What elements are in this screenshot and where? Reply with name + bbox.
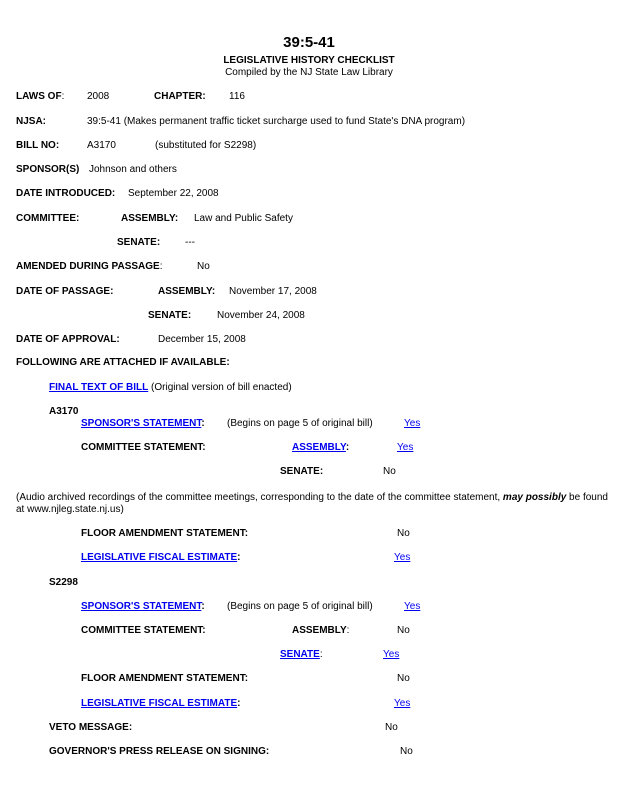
passage-assembly-value: November 17, 2008 <box>229 286 317 297</box>
bill-no-note: (substituted for S2298) <box>155 140 257 151</box>
a3170-heading: A3170 <box>49 406 79 417</box>
a3170-committee-statement-label: COMMITTEE STATEMENT: <box>81 442 206 453</box>
bill-no-label: BILL NO: <box>16 140 60 151</box>
njsa-label: NJSA: <box>16 116 47 127</box>
s2298-committee-senate-link[interactable]: SENATE <box>280 649 320 660</box>
committee-senate-value: --- <box>185 237 195 248</box>
final-text-note: (Original version of bill enacted) <box>151 382 292 393</box>
s2298-floor-amendment-value: No <box>397 673 410 684</box>
bill-no-value: A3170 <box>87 140 116 151</box>
a3170-fiscal-estimate-yes-link[interactable]: Yes <box>394 552 411 563</box>
s2298-fiscal-estimate-row: LEGISLATIVE FISCAL ESTIMATE: <box>81 698 241 709</box>
s2298-sponsor-statement-link[interactable]: SPONSOR'S STATEMENT <box>81 601 202 612</box>
a3170-committee-senate-value: No <box>383 466 396 477</box>
chapter-label: CHAPTER: <box>154 91 206 102</box>
a3170-sponsor-statement-note: (Begins on page 5 of original bill) <box>227 418 373 429</box>
date-of-approval-label: DATE OF APPROVAL: <box>16 334 120 345</box>
passage-assembly-label: ASSEMBLY: <box>158 286 216 297</box>
laws-of-label: LAWS OF: <box>16 91 65 102</box>
passage-senate-value: November 24, 2008 <box>217 310 305 321</box>
s2298-committee-assembly: ASSEMBLY: <box>292 625 350 636</box>
attached-heading: FOLLOWING ARE ATTACHED IF AVAILABLE: <box>16 357 230 368</box>
final-text-link[interactable]: FINAL TEXT OF BILL <box>49 382 149 393</box>
s2298-committee-statement-label: COMMITTEE STATEMENT: <box>81 625 206 636</box>
page-title: 39:5-41 <box>283 34 335 51</box>
page-subtitle: LEGISLATIVE HISTORY CHECKLIST <box>223 55 395 66</box>
a3170-sponsor-statement-row: SPONSOR'S STATEMENT: <box>81 418 205 429</box>
veto-message-value: No <box>385 722 398 733</box>
njsa-value: 39:5-41 (Makes permanent traffic ticket surcharge used to fund State's DNA program) <box>87 116 466 127</box>
committee-senate-label: SENATE: <box>117 237 161 248</box>
a3170-floor-amendment-value: No <box>397 528 410 539</box>
s2298-committee-senate: SENATE: <box>280 649 323 660</box>
sponsors-label: SPONSOR(S) <box>16 164 80 175</box>
s2298-heading: S2298 <box>49 577 78 588</box>
a3170-fiscal-estimate-row: LEGISLATIVE FISCAL ESTIMATE: <box>81 552 241 563</box>
audio-note-line2: at www.njleg.state.nj.us) <box>16 504 124 515</box>
date-introduced-value: September 22, 2008 <box>128 188 219 199</box>
a3170-sponsor-statement-yes-link[interactable]: Yes <box>404 418 421 429</box>
committee-assembly-value: Law and Public Safety <box>194 213 293 224</box>
s2298-sponsor-statement-yes-link[interactable]: Yes <box>404 601 421 612</box>
a3170-committee-assembly: ASSEMBLY: <box>292 442 350 453</box>
committee-label: COMMITTEE: <box>16 213 80 224</box>
laws-of-value: 2008 <box>87 91 110 102</box>
s2298-committee-senate-yes-link[interactable]: Yes <box>383 649 400 660</box>
a3170-committee-assembly-link[interactable]: ASSEMBLY <box>292 442 346 453</box>
s2298-sponsor-statement-note: (Begins on page 5 of original bill) <box>227 601 373 612</box>
committee-assembly-label: ASSEMBLY: <box>121 213 179 224</box>
amended-value: No <box>197 261 210 272</box>
s2298-floor-amendment-label: FLOOR AMENDMENT STATEMENT: <box>81 673 249 684</box>
s2298-fiscal-estimate-yes-link[interactable]: Yes <box>394 698 411 709</box>
s2298-committee-assembly-value: No <box>397 625 410 636</box>
sponsors-value: Johnson and others <box>89 164 177 175</box>
amended-label: AMENDED DURING PASSAGE: <box>16 261 163 272</box>
a3170-fiscal-estimate-link[interactable]: LEGISLATIVE FISCAL ESTIMATE <box>81 552 238 563</box>
a3170-floor-amendment-label: FLOOR AMENDMENT STATEMENT: <box>81 528 249 539</box>
date-of-passage-label: DATE OF PASSAGE: <box>16 286 114 297</box>
press-release-value: No <box>400 746 413 757</box>
press-release-label: GOVERNOR'S PRESS RELEASE ON SIGNING: <box>49 746 270 757</box>
a3170-committee-senate-label: SENATE: <box>280 466 324 477</box>
s2298-fiscal-estimate-link[interactable]: LEGISLATIVE FISCAL ESTIMATE <box>81 698 238 709</box>
final-text-row <box>49 382 292 394</box>
chapter-value: 116 <box>229 91 245 102</box>
date-of-approval-value: December 15, 2008 <box>158 334 246 345</box>
a3170-sponsor-statement-link[interactable]: SPONSOR'S STATEMENT <box>81 418 202 429</box>
audio-note-line1: (Audio archived recordings of the committee meetings, corresponding to the date of the committee statement, may possibly be found <box>16 492 608 503</box>
date-introduced-label: DATE INTRODUCED: <box>16 188 116 199</box>
passage-senate-label: SENATE: <box>148 310 192 321</box>
veto-message-label: VETO MESSAGE: <box>49 722 133 733</box>
compiled-by: Compiled by the NJ State Law Library <box>225 67 393 78</box>
s2298-sponsor-statement-row: SPONSOR'S STATEMENT: <box>81 601 205 612</box>
a3170-committee-assembly-yes-link[interactable]: Yes <box>397 442 414 453</box>
